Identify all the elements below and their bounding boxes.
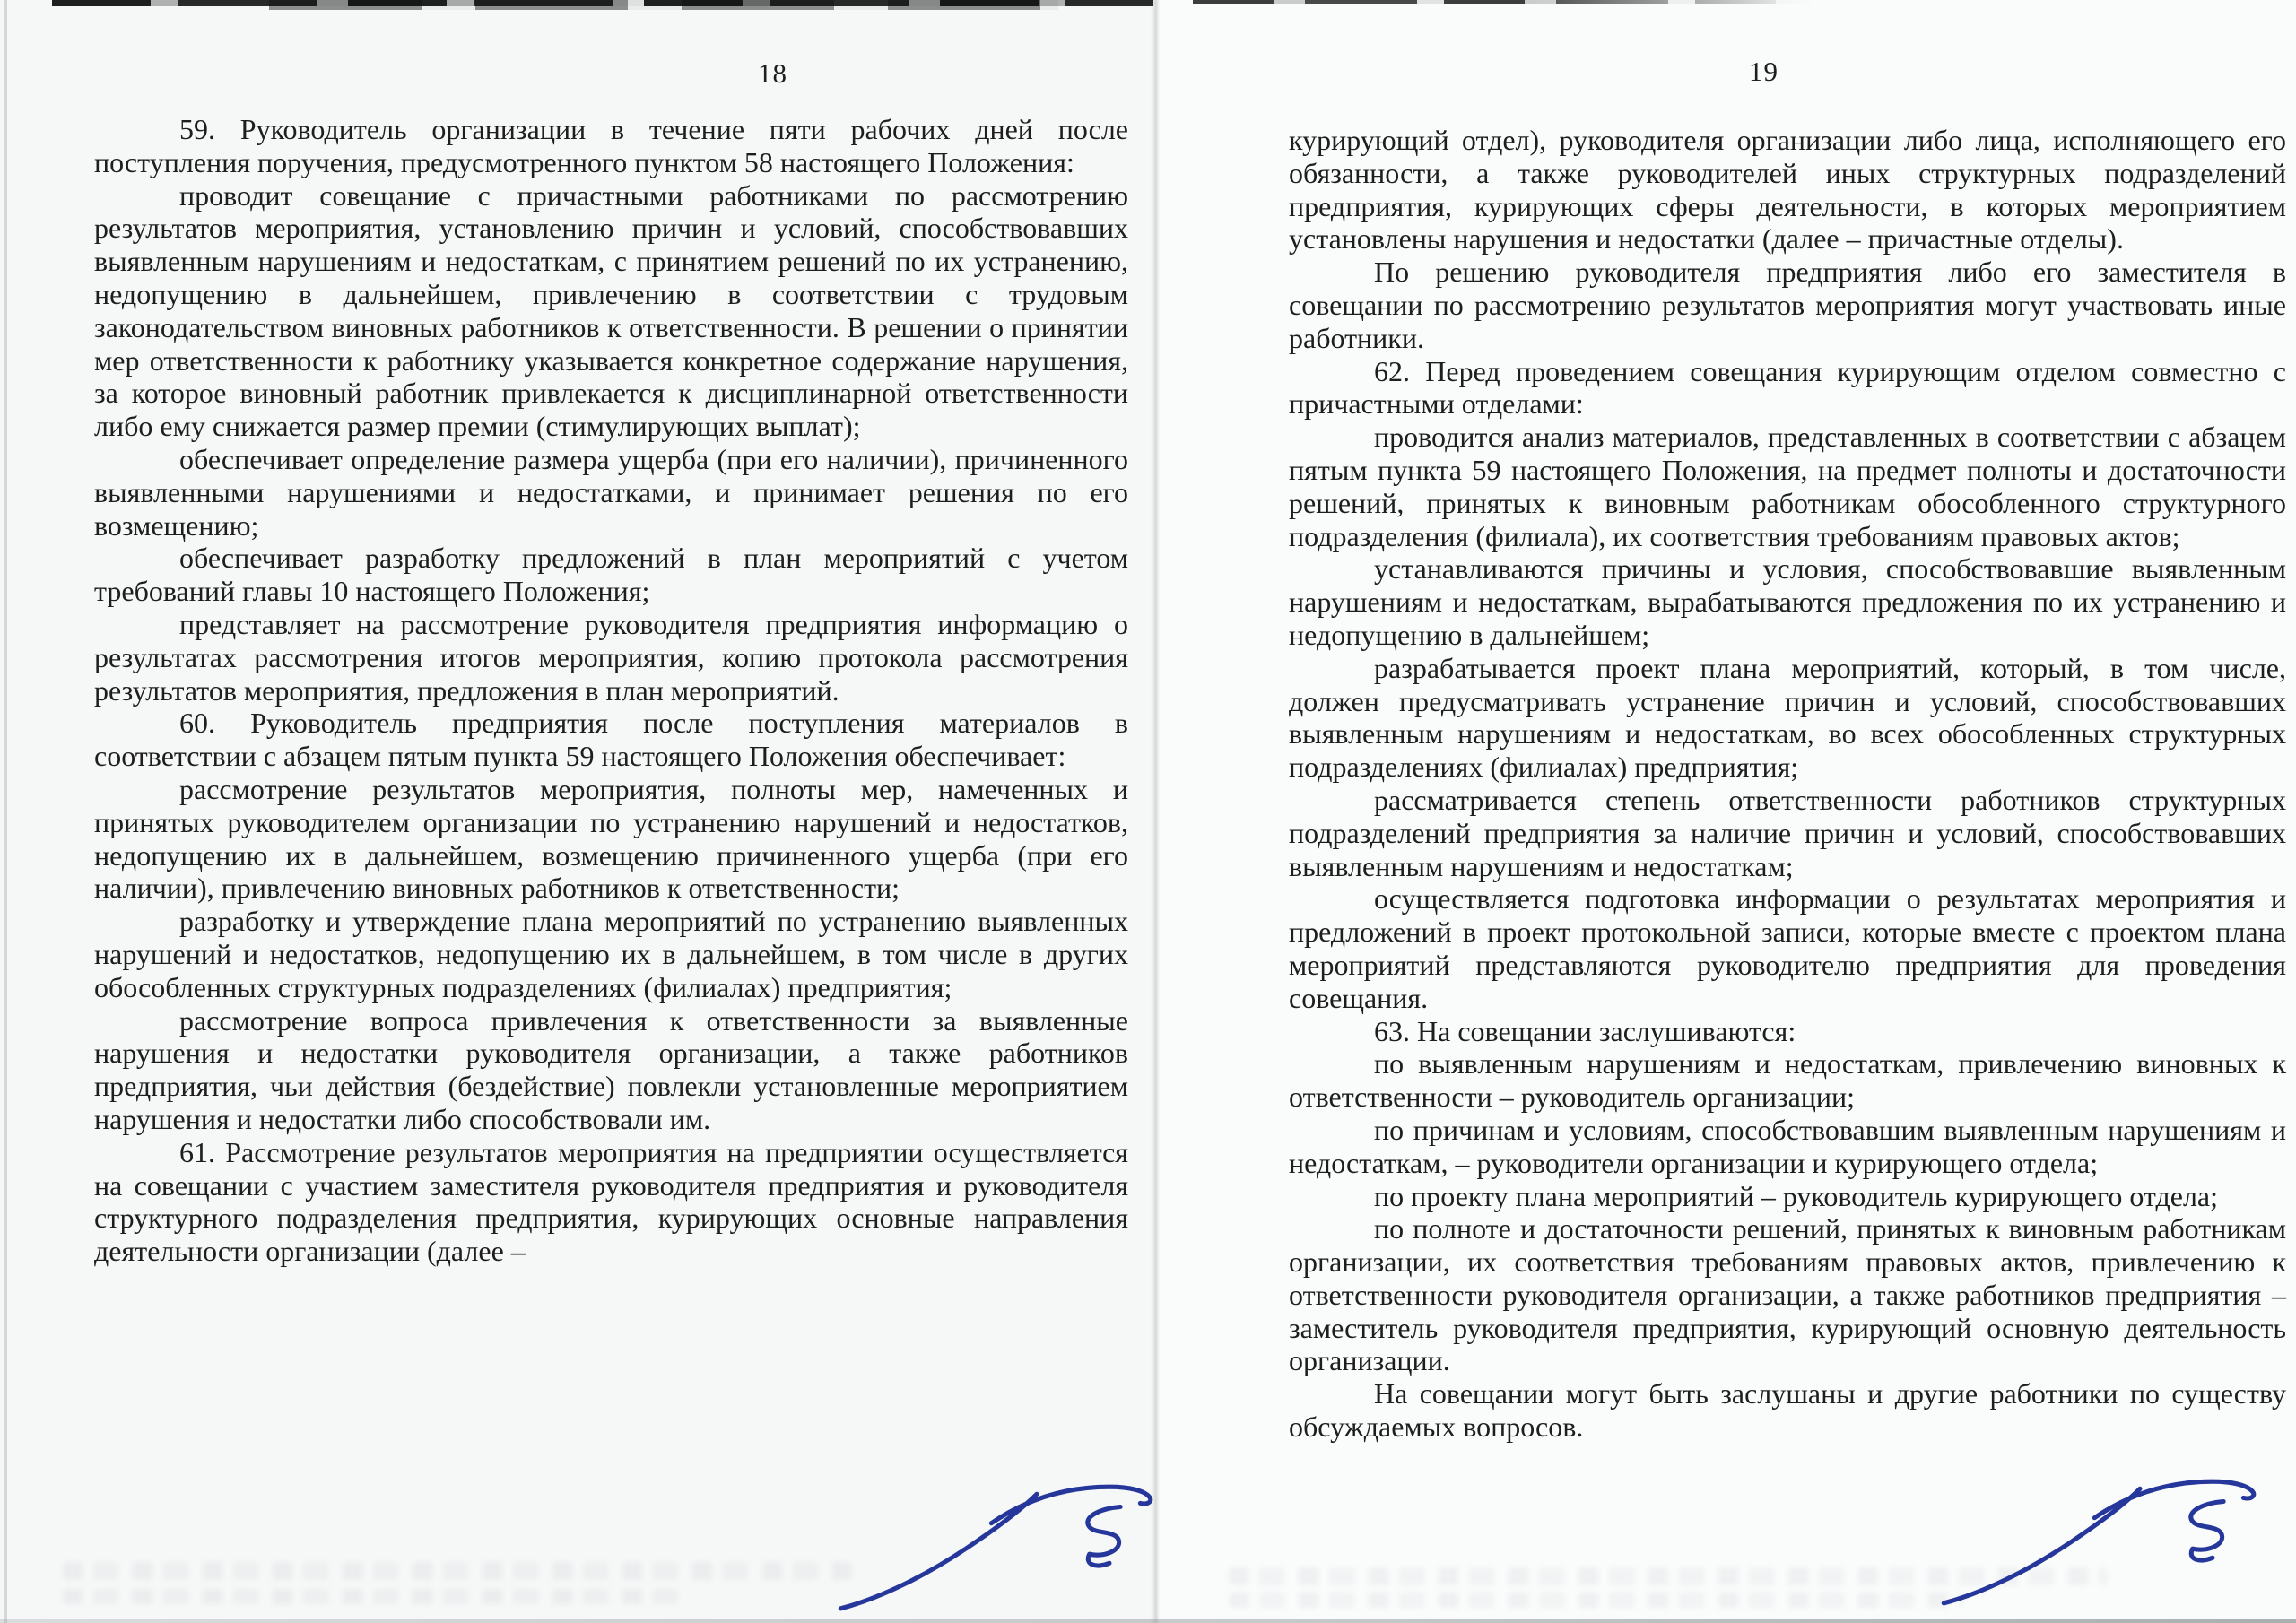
paragraph: рассмотрение вопроса привлечения к ответственности за выявленные нарушения и недостатки руководителя организации, а также работников предприятия, чьи действия (бездействие) повлекли установленные мероприятием нарушения и недостатки либо способствовали им. — [94, 1003, 1128, 1135]
page-number: 19 — [1749, 56, 1779, 87]
paragraph: по полноте и достаточности решений, принятых к виновным работникам организации, их соответствия требованиям правовых актов, привлечению к ответственности руководителя организации, а также работников предприятия – заместитель руководителя предприятия, курирующий основную деятельность организации. — [1289, 1212, 2286, 1377]
paragraph: проводит совещание с причастными работниками по рассмотрению результатов мероприятия, установлению причин и условий, способствовавших выявленным нарушениям и недостаткам, с принятием решений по их устранению, недопущению в дальнейшем, привлечению в соответствии с трудовым законодательством виновных работников к ответственности. В решении о принятии мер ответственности к работнику указывается конкретное содержание нарушения, за которое виновный работник привлекается к дисциплинарной ответственности либо ему снижается размер премии (стимулирующих выплат); — [94, 178, 1128, 443]
paragraph: представляет на рассмотрение руководителя предприятия информацию о результатах рассмотрения итогов мероприятия, копию протокола рассмотрения результатов мероприятия, предложения в план мероприятий. — [94, 607, 1128, 707]
signature — [821, 1472, 1184, 1618]
scan-edge-artifact-bottom — [0, 1619, 2296, 1623]
paragraph: 59. Руководитель организации в течение пяти рабочих дней после поступления поручения, предусмотренного пунктом 58 настоящего Положения: — [94, 113, 1128, 178]
paragraph: курирующий отдел), руководителя организации либо лица, исполняющего его обязанности, а также руководителей иных структурных подразделений предприятия, курирующих сферы деятельности, в которых мероприятием установлены нарушения и недостатки (далее – причастные отделы). — [1289, 124, 2286, 256]
paragraph: рассматривается степень ответственности работников структурных подразделений предприятия за наличие причин и условий, способствовавших выявленным нарушениям и недостаткам; — [1289, 783, 2286, 882]
signature — [1924, 1467, 2287, 1612]
scan-edge-artifact-top-left-2 — [269, 0, 1058, 10]
page-seam — [1151, 0, 1160, 1623]
paragraph: рассмотрение результатов мероприятия, полноты мер, намеченных и принятых руководителем организации по устранению нарушений и недостатков, недопущению их в дальнейшем, возмещению причиненного ущерба (при его наличии), привлечению виновных работников к ответственности; — [94, 772, 1128, 905]
paragraph: обеспечивает определение размера ущерба (при его наличии), причиненного выявленными нарушениями и недостатками, и принимает решения по его возмещению; — [94, 442, 1128, 542]
paragraph: 63. На совещании заслушиваются: — [1374, 1014, 1796, 1047]
paragraph: по проекту плана мероприятий – руководитель курирующего отдела; — [1374, 1179, 2218, 1212]
scan-left-edge-line — [4, 0, 7, 1623]
paragraph: 61. Рассмотрение результатов мероприятия на предприятии осуществляется на совещании с участием заместителя руководителя предприятия и руководителя структурного подразделения предприятия, курирующих основные направления деятельности организации (далее – — [94, 1135, 1128, 1268]
paragraph: проводится анализ материалов, представленных в соответствии с абзацем пятым пункта 59 настоящего Положения, на предмет полноты и достаточности решений, принятых к виновным работникам обособленного структурного подразделения (филиала), их соответствия требованиям правовых актов; — [1289, 421, 2286, 552]
page-number: 18 — [758, 57, 787, 89]
paragraph: 62. Перед проведением совещания курирующим отделом совместно с причастными отделами: — [1289, 354, 2286, 421]
paragraph: по выявленным нарушениям и недостаткам, привлечению виновных к ответственности – руководитель организации; — [1289, 1047, 2286, 1114]
paragraph: обеспечивает разработку предложений в план мероприятий с учетом требований главы 10 настоящего Положения; — [94, 542, 1128, 608]
page-text — [1289, 124, 2286, 1444]
bleed-through-shadow — [63, 1589, 691, 1604]
paragraph: 60. Руководитель предприятия после поступления материалов в соответствии с абзацем пятым пункта 59 настоящего Положения обеспечивает: — [94, 707, 1128, 773]
paragraph: разработку и утверждение плана мероприятий по устранению выявленных нарушений и недостатков, недопущению их в дальнейшем, в том числе в других обособленных структурных подразделениях (филиалах) предприятия; — [94, 905, 1128, 1003]
paragraph: по причинам и условиям, способствовавшим выявленным нарушениям и недостаткам, – руководители организации и курирующего отдела; — [1289, 1113, 2286, 1179]
paragraph: На совещании могут быть заслушаны и другие работники по существу обсуждаемых вопросов. — [1289, 1377, 2286, 1444]
bleed-through-shadow — [1229, 1593, 1964, 1608]
paragraph: разрабатывается проект плана мероприятий, который, в том числе, должен предусматривать устранение причин и условий, способствовавших выявленным нарушениям и недостаткам, во всех обособленных структурных подразделениях (филиалах) предприятия; — [1289, 651, 2286, 784]
scan-edge-artifact-top-right — [1193, 0, 1812, 4]
paragraph: осуществляется подготовка информации о результатах мероприятия и предложений в проект протокольной записи, которые вместе с проектом плана мероприятий представляются руководителю предприятия для проведения совещания. — [1289, 882, 2286, 1014]
bleed-through-shadow — [63, 1562, 852, 1580]
page-text — [94, 113, 1128, 1268]
paragraph: устанавливаются причины и условия, способствовавшие выявленным нарушениям и недостаткам, вырабатываются предложения по их устранению и недопущению в дальнейшем; — [1289, 552, 2286, 651]
paragraph: По решению руководителя предприятия либо его заместителя в совещании по рассмотрению результатов мероприятия могут участвовать иные работники. — [1289, 256, 2286, 354]
